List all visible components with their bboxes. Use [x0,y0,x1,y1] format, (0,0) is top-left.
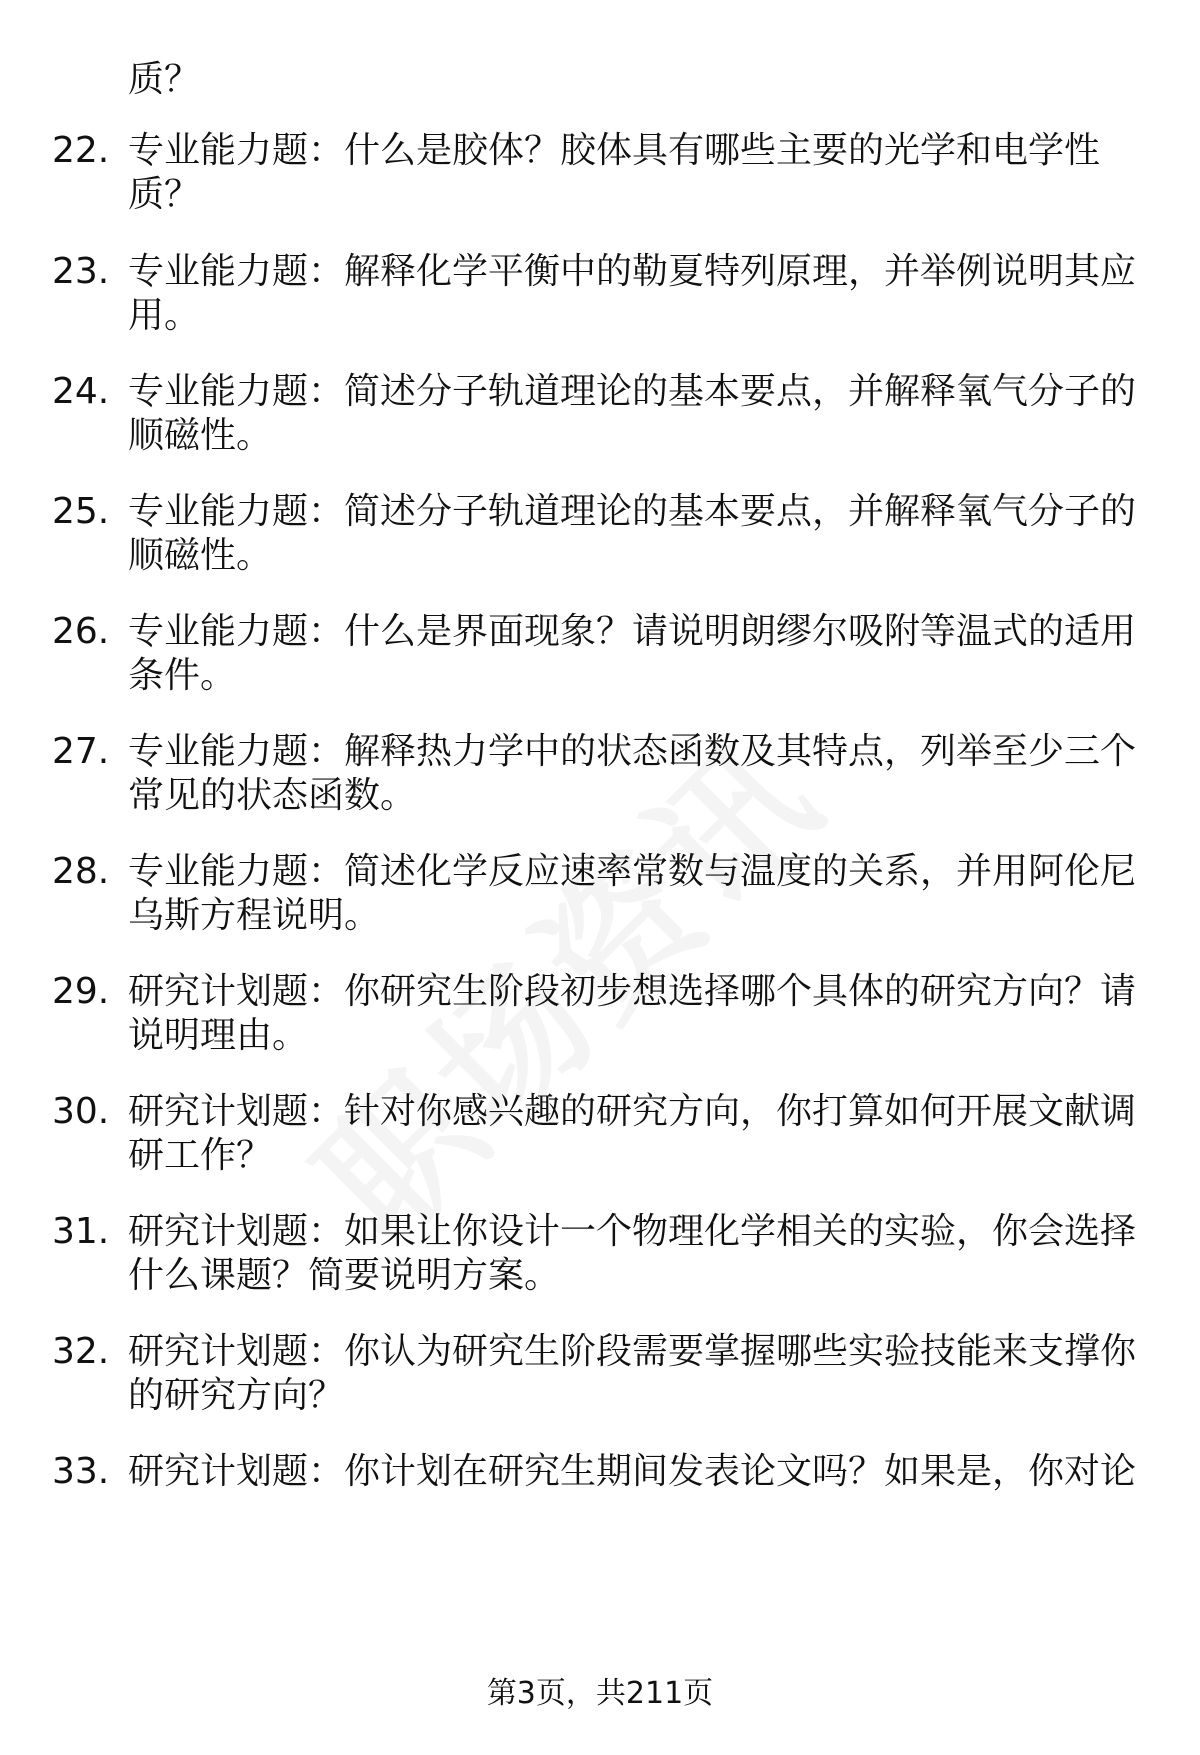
question-number: 25. [52,491,110,532]
question-number: 32. [52,1331,110,1372]
question-number: 31. [52,1211,110,1252]
question-text-line: 专业能力题：解释热力学中的状态函数及其特点，列举至少三个 [128,731,1137,772]
question-number: 30. [52,1091,110,1132]
question-text-line: 研究计划题：你研究生阶段初步想选择哪个具体的研究方向？请 [128,971,1137,1012]
question-number: 27. [52,731,110,772]
question-text-line: 的研究方向？ [128,1375,345,1416]
question-text-line: 专业能力题：解释化学平衡中的勒夏特列原理，并举例说明其应 [128,251,1137,292]
question-text-line: 研究计划题：针对你感兴趣的研究方向，你打算如何开展文献调 [128,1091,1137,1132]
question-number: 28. [52,851,110,892]
page-footer: 第3页，共211页 [486,1676,714,1711]
question-text-line: 研究计划题：如果让你设计一个物理化学相关的实验，你会选择 [128,1211,1137,1252]
question-text-line: 乌斯方程说明。 [128,895,381,936]
question-text-line: 专业能力题：什么是胶体？胶体具有哪些主要的光学和电学性 [128,130,1101,171]
question-text-line: 专业能力题：简述分子轨道理论的基本要点，并解释氧气分子的 [128,371,1137,412]
question-text-line: 质？ [128,174,201,215]
question-text-line: 专业能力题：什么是界面现象？请说明朗缪尔吸附等温式的适用 [128,611,1137,652]
question-text-line: 研工作？ [128,1135,273,1176]
question-number: 29. [52,971,110,1012]
question-number: 26. [52,611,110,652]
question-text-line: 用。 [128,295,201,336]
question-number: 24. [52,371,110,412]
question-text-line: 研究计划题：你认为研究生阶段需要掌握哪些实验技能来支撑你 [128,1331,1137,1372]
question-text-line: 顺磁性。 [128,535,273,576]
question-text-line: 顺磁性。 [128,415,273,456]
question-text-line: 研究计划题：你计划在研究生期间发表论文吗？如果是，你对论 [128,1451,1137,1492]
question-number: 22. [52,130,110,171]
question-number: 33. [52,1451,110,1492]
question-text-line: 条件。 [128,655,237,696]
question-text-line: 说明理由。 [128,1015,309,1056]
question-number: 23. [52,251,110,292]
question-text-line: 常见的状态函数。 [128,775,417,816]
question-text-line: 什么课题？简要说明方案。 [128,1255,561,1296]
question-text-line: 专业能力题：简述化学反应速率常数与温度的关系，并用阿伦尼 [128,851,1137,892]
continuation-text: 质？ [128,59,201,100]
question-text-line: 专业能力题：简述分子轨道理论的基本要点，并解释氧气分子的 [128,491,1137,532]
